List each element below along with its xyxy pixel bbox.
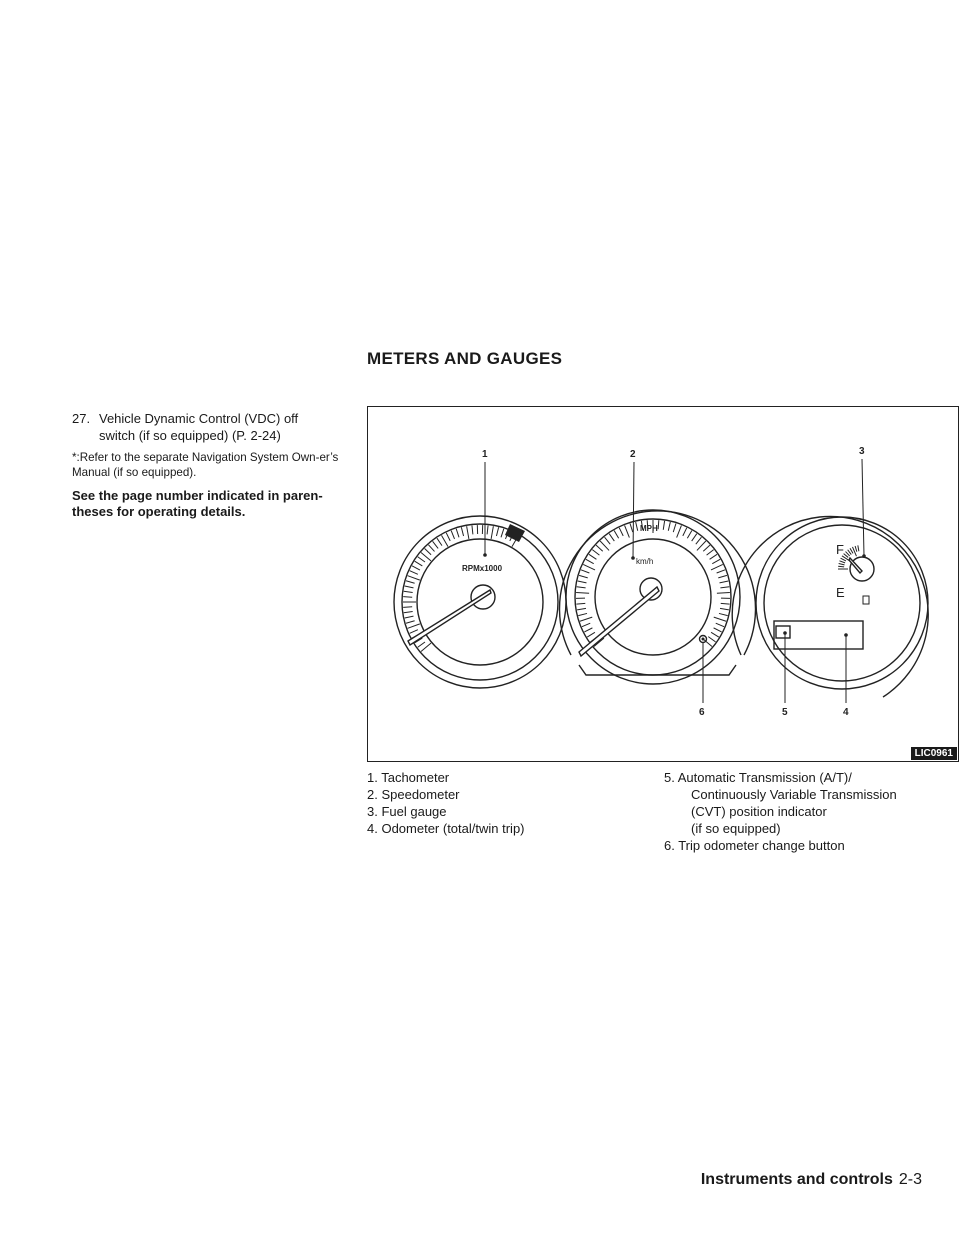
legend-item-1: 1. Tachometer [367,770,450,785]
fuel-odometer-gauge [732,516,928,697]
fuel-pump-icon [863,596,869,604]
legend-item-5 [664,769,954,837]
kmh-label: km/h [636,557,654,566]
page-footer [701,1171,922,1189]
item-number: 27. [72,411,91,426]
legend-item-6: 6. Trip odometer change button [664,838,845,853]
item27-line2: switch (if so equipped) (P. 2-24) [99,428,281,443]
callout-3: 3 [859,446,865,457]
mph-label: MPH [640,524,658,533]
callout-1: 1 [482,449,488,460]
legend-left [367,769,647,837]
fuel-full-label: F [836,542,844,557]
item27-line1: Vehicle Dynamic Control (VDC) off [99,411,299,426]
operating-note: See the page number indicated in paren-theses for operating details. [72,488,323,519]
tachometer-needle [408,590,491,645]
figure-code: LIC0961 [911,747,957,760]
callout-6: 6 [699,707,705,718]
footnote: *:Refer to the separate Navigation System Own-er’s Manual (if so equipped). [72,451,339,479]
legend-item-3: 3. Fuel gauge [367,804,447,819]
section-title: METERS AND GAUGES [367,349,563,368]
page-number: 2-3 [898,1171,922,1188]
callout-2: 2 [630,449,636,460]
speedometer-needle [579,587,659,656]
legend-item-5-line4: (if so equipped) [691,821,781,836]
callout-5: 5 [782,707,788,718]
chapter-title: Instruments and controls [700,1171,893,1188]
legend-item-5-line2: Continuously Variable Transmission [691,787,897,802]
left-column [72,410,354,520]
cluster-illustration [368,407,958,761]
legend-item-5-line3: (CVT) position indicator [691,804,827,819]
legend-item-2: 2. Speedometer [367,787,460,802]
list-item-27 [72,410,354,444]
legend-right [664,769,954,854]
legend-item-5-line1: 5. Automatic Transmission (A/T)/ [664,770,852,785]
legend-item-4: 4. Odometer (total/twin trip) [367,821,525,836]
tach-unit-label: RPMx1000 [462,564,503,573]
speedometer-gauge [560,510,756,684]
fuel-empty-label: E [836,585,845,600]
callout-4: 4 [843,707,849,718]
instrument-cluster-figure [367,406,959,762]
tachometer-gauge [394,516,566,688]
